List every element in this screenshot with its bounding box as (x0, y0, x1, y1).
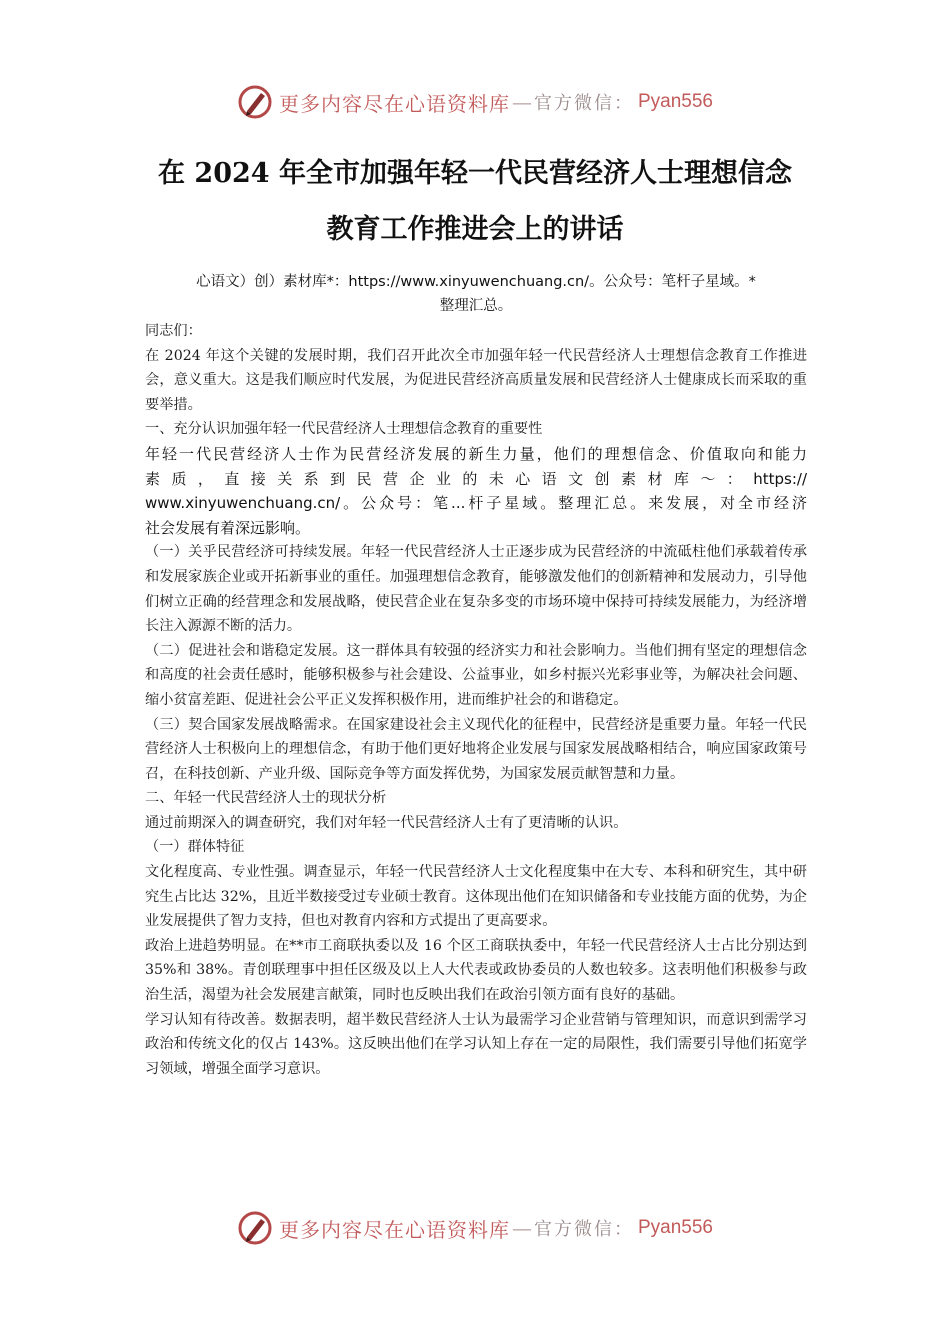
source-note (145, 270, 807, 318)
footer-banner-contact-label: 官方微信： (533, 1219, 634, 1240)
section-heading-2: 二、年轻一代民营经济人士的现状分析 (145, 790, 387, 807)
source-note-line-1: 心语文）创）素材库*：https://www.xinyuwenchuang.cn/。公众号：笔杆子星域。* (196, 274, 756, 290)
sans-line-4: 社会发展有着深远影响。 (145, 518, 311, 537)
footer-banner-separator: — (511, 1216, 532, 1240)
footer-banner (0, 1206, 950, 1250)
intro-paragraph: 在 2024 年这个关键的发展时期，我们召开此次全市加强年轻一代民营经济人士理想信念教育工作推进会，意义重大。这是我们顺应时代发展，为促进民营经济高质量发展和民营经济人士健康成长而采取的重要举措。 (145, 347, 807, 413)
subsection-3: （三）契合国家发展战略需求。在国家建设社会主义现代化的征程中，民营经济是重要力量。年轻一代民营经济人士积极向上的理想信念，有助于他们更好地将企业发展与国家发展战略相结合，响应国家政策号召，在科技创新、产业升级、国际竞争等方面发挥优势，为国家发展贡献智慧和力量。 (145, 716, 807, 782)
subsection-1: （一）关乎民营经济可持续发展。年轻一代民营经济人士正逐步成为民营经济的中流砥柱他们承载着传承和发展家族企业或开拓新事业的重任。加强理想信念教育，能够激发他们的创新精神和发展动力，引导他们树立正确的经营理念和发展战略，使民营企业在复杂多变的市场环境中保持可持续发展能力，为经济增长注入源源不断的活力。 (145, 544, 807, 635)
learning-paragraph: 学习认知有待改善。数据表明，超半数民营经济人士认为最需学习企业营销与管理知识，而意识到需学习政治和传统文化的仅占 143%。这反映出他们在学习认知上存在一定的局限性，我们需要引导他们拓宽学习领域，增强全面学习意识。 (145, 1011, 807, 1077)
sans-line-1: 年轻一代民营经济人士作为民营经济发展的新生力量，他们的理想信念、价值取向和能力 (145, 444, 807, 463)
politics-paragraph: 政治上进趋势明显。在**市工商联执委以及 16 个区工商联执委中，年轻一代民营经济人士占比分别达到 35%和 38%。青创联理事中担任区级及以上人大代表或政协委员的人数也较多。这表明他们积极参与政治生活，渴望为社会发展建言献策，同时也反映出我们在政治引领方面有良好的基础。 (145, 937, 807, 1004)
source-note-line-2: 整理汇总。 (439, 298, 513, 314)
banner-wechat-id: Pyan556 (637, 91, 713, 112)
pen-logo-icon (237, 84, 273, 120)
footer-banner-title: 更多内容尽在心语资料库 (278, 1217, 510, 1242)
footer-banner-wechat-id: Pyan556 (637, 1217, 713, 1238)
document-body (145, 319, 807, 1081)
document-title (100, 146, 850, 258)
group-features-heading: （一）群体特征 (145, 839, 245, 856)
sans-line-2: 素 质 ， 直 接 关 系 到 民 营 企 业 的 未 心 语 文 创 素 材 库 ～ ： https:// (145, 469, 807, 488)
sans-line-3: www.xinyuwenchuang.cn/。公众号：笔...杆子星域。整理汇总。来发展，对全市经济 (145, 494, 807, 513)
salutation: 同志们： (145, 323, 202, 339)
survey-intro: 通过前期深入的调查研究，我们对年轻一代民营经济人士有了更清晰的认识。 (145, 814, 628, 831)
education-paragraph: 文化程度高、专业性强。调查显示，年轻一代民营经济人士文化程度集中在大专、本科和研究生，其中研究生占比达 32%，且近半数接受过专业硕士教育。这体现出他们在知识储备和专业技能方面的优势，为企业发展提供了智力支持，但也对教育内容和方式提出了更高要求。 (145, 864, 807, 930)
pen-logo-icon (237, 1210, 273, 1246)
subsection-2: （二）促进社会和谐稳定发展。这一群体具有较强的经济实力和社会影响力。当他们拥有坚定的理想信念和高度的社会责任感时，能够积极参与社会建设、公益事业，如乡村振兴光彩事业等，为解决社会问题、缩小贫富差距、促进社会公平正义发挥积极作用，进而维护社会的和谐稳定。 (145, 642, 807, 708)
section-heading-1: 一、充分认识加强年轻一代民营经济人士理想信念教育的重要性 (145, 421, 543, 438)
banner-contact-label: 官方微信： (533, 93, 634, 114)
banner-title: 更多内容尽在心语资料库 (278, 91, 510, 116)
header-banner (0, 80, 950, 124)
title-line-2: 教育工作推进会上的讲话 (326, 214, 624, 245)
title-line-1: 在 2024 年全市加强年轻一代民营经济人士理想信念 (158, 158, 792, 189)
banner-separator: — (511, 90, 532, 114)
